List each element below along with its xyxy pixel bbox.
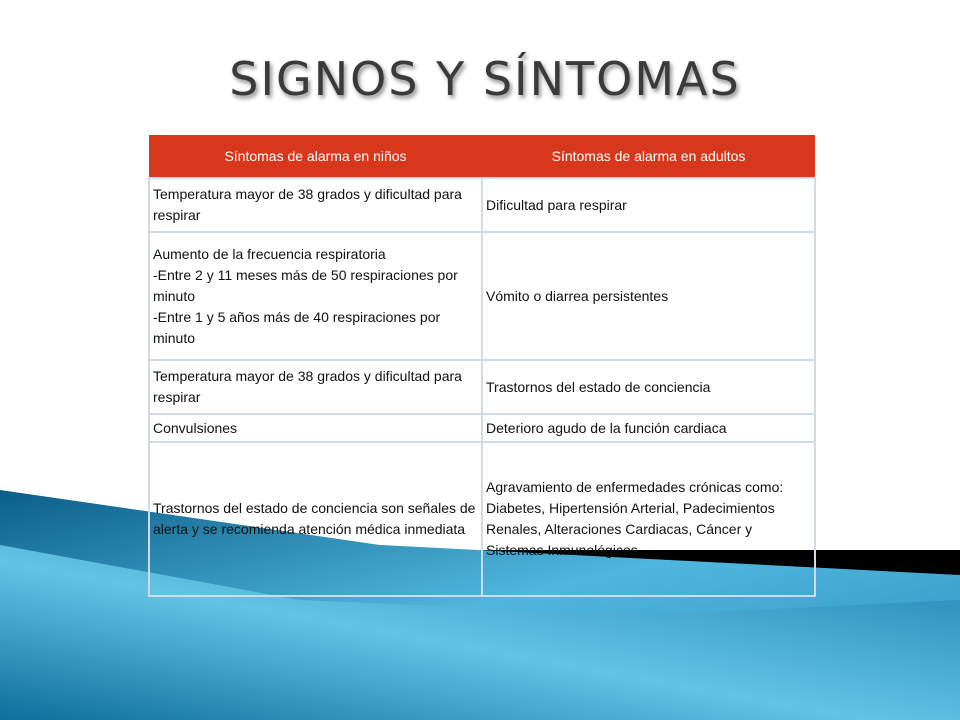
table-row <box>149 442 815 596</box>
table-row <box>149 232 815 360</box>
table-header-row <box>149 135 815 178</box>
symptoms-table <box>148 135 816 597</box>
cell-adults <box>482 178 815 232</box>
cell-adults <box>482 360 815 414</box>
cell-text: Trastornos del estado de conciencia son señales de alerta y se recomienda atención médica inmediata <box>153 500 476 537</box>
slide-title: SIGNOS Y SÍNTOMAS <box>229 52 741 106</box>
cell-text: Dificultad para respirar <box>486 196 627 213</box>
cell-text: -Entre 2 y 11 meses más de 50 respiraciones por minuto <box>153 266 458 304</box>
table-row <box>149 360 815 414</box>
cell-children <box>149 178 482 232</box>
cell-text: -Entre 1 y 5 años más de 40 respiraciones por minuto <box>153 308 441 346</box>
table-row <box>149 414 815 442</box>
table-row <box>149 178 815 232</box>
cell-text: Vómito o diarrea persistentes <box>486 287 669 304</box>
cell-children <box>149 442 482 596</box>
cell-text: Temperatura mayor de 38 grados y dificultad para respirar <box>153 186 462 223</box>
cell-text: Convulsiones <box>153 419 238 436</box>
cell-text: Aumento de la frecuencia respiratoria <box>153 245 386 262</box>
cell-children <box>149 360 482 414</box>
header-children: Síntomas de alarma en niños <box>149 135 482 178</box>
cell-adults <box>482 442 815 596</box>
cell-adults <box>482 414 815 442</box>
cell-text: Trastornos del estado de conciencia <box>486 378 711 395</box>
cell-text: Deterioro agudo de la función cardiaca <box>486 419 727 436</box>
cell-text: Agravamiento de enfermedades crónicas como: Diabetes, Hipertensión Arterial, Padecimientos Renales, Alteraciones Cardiacas, Cáncer y Sistemas Inmunológicos <box>486 479 784 558</box>
cell-children <box>149 232 482 360</box>
cell-text: Temperatura mayor de 38 grados y dificultad para respirar <box>153 368 462 405</box>
cell-children <box>149 414 482 442</box>
cell-adults <box>482 232 815 360</box>
header-adults: Síntomas de alarma en adultos <box>482 135 815 178</box>
